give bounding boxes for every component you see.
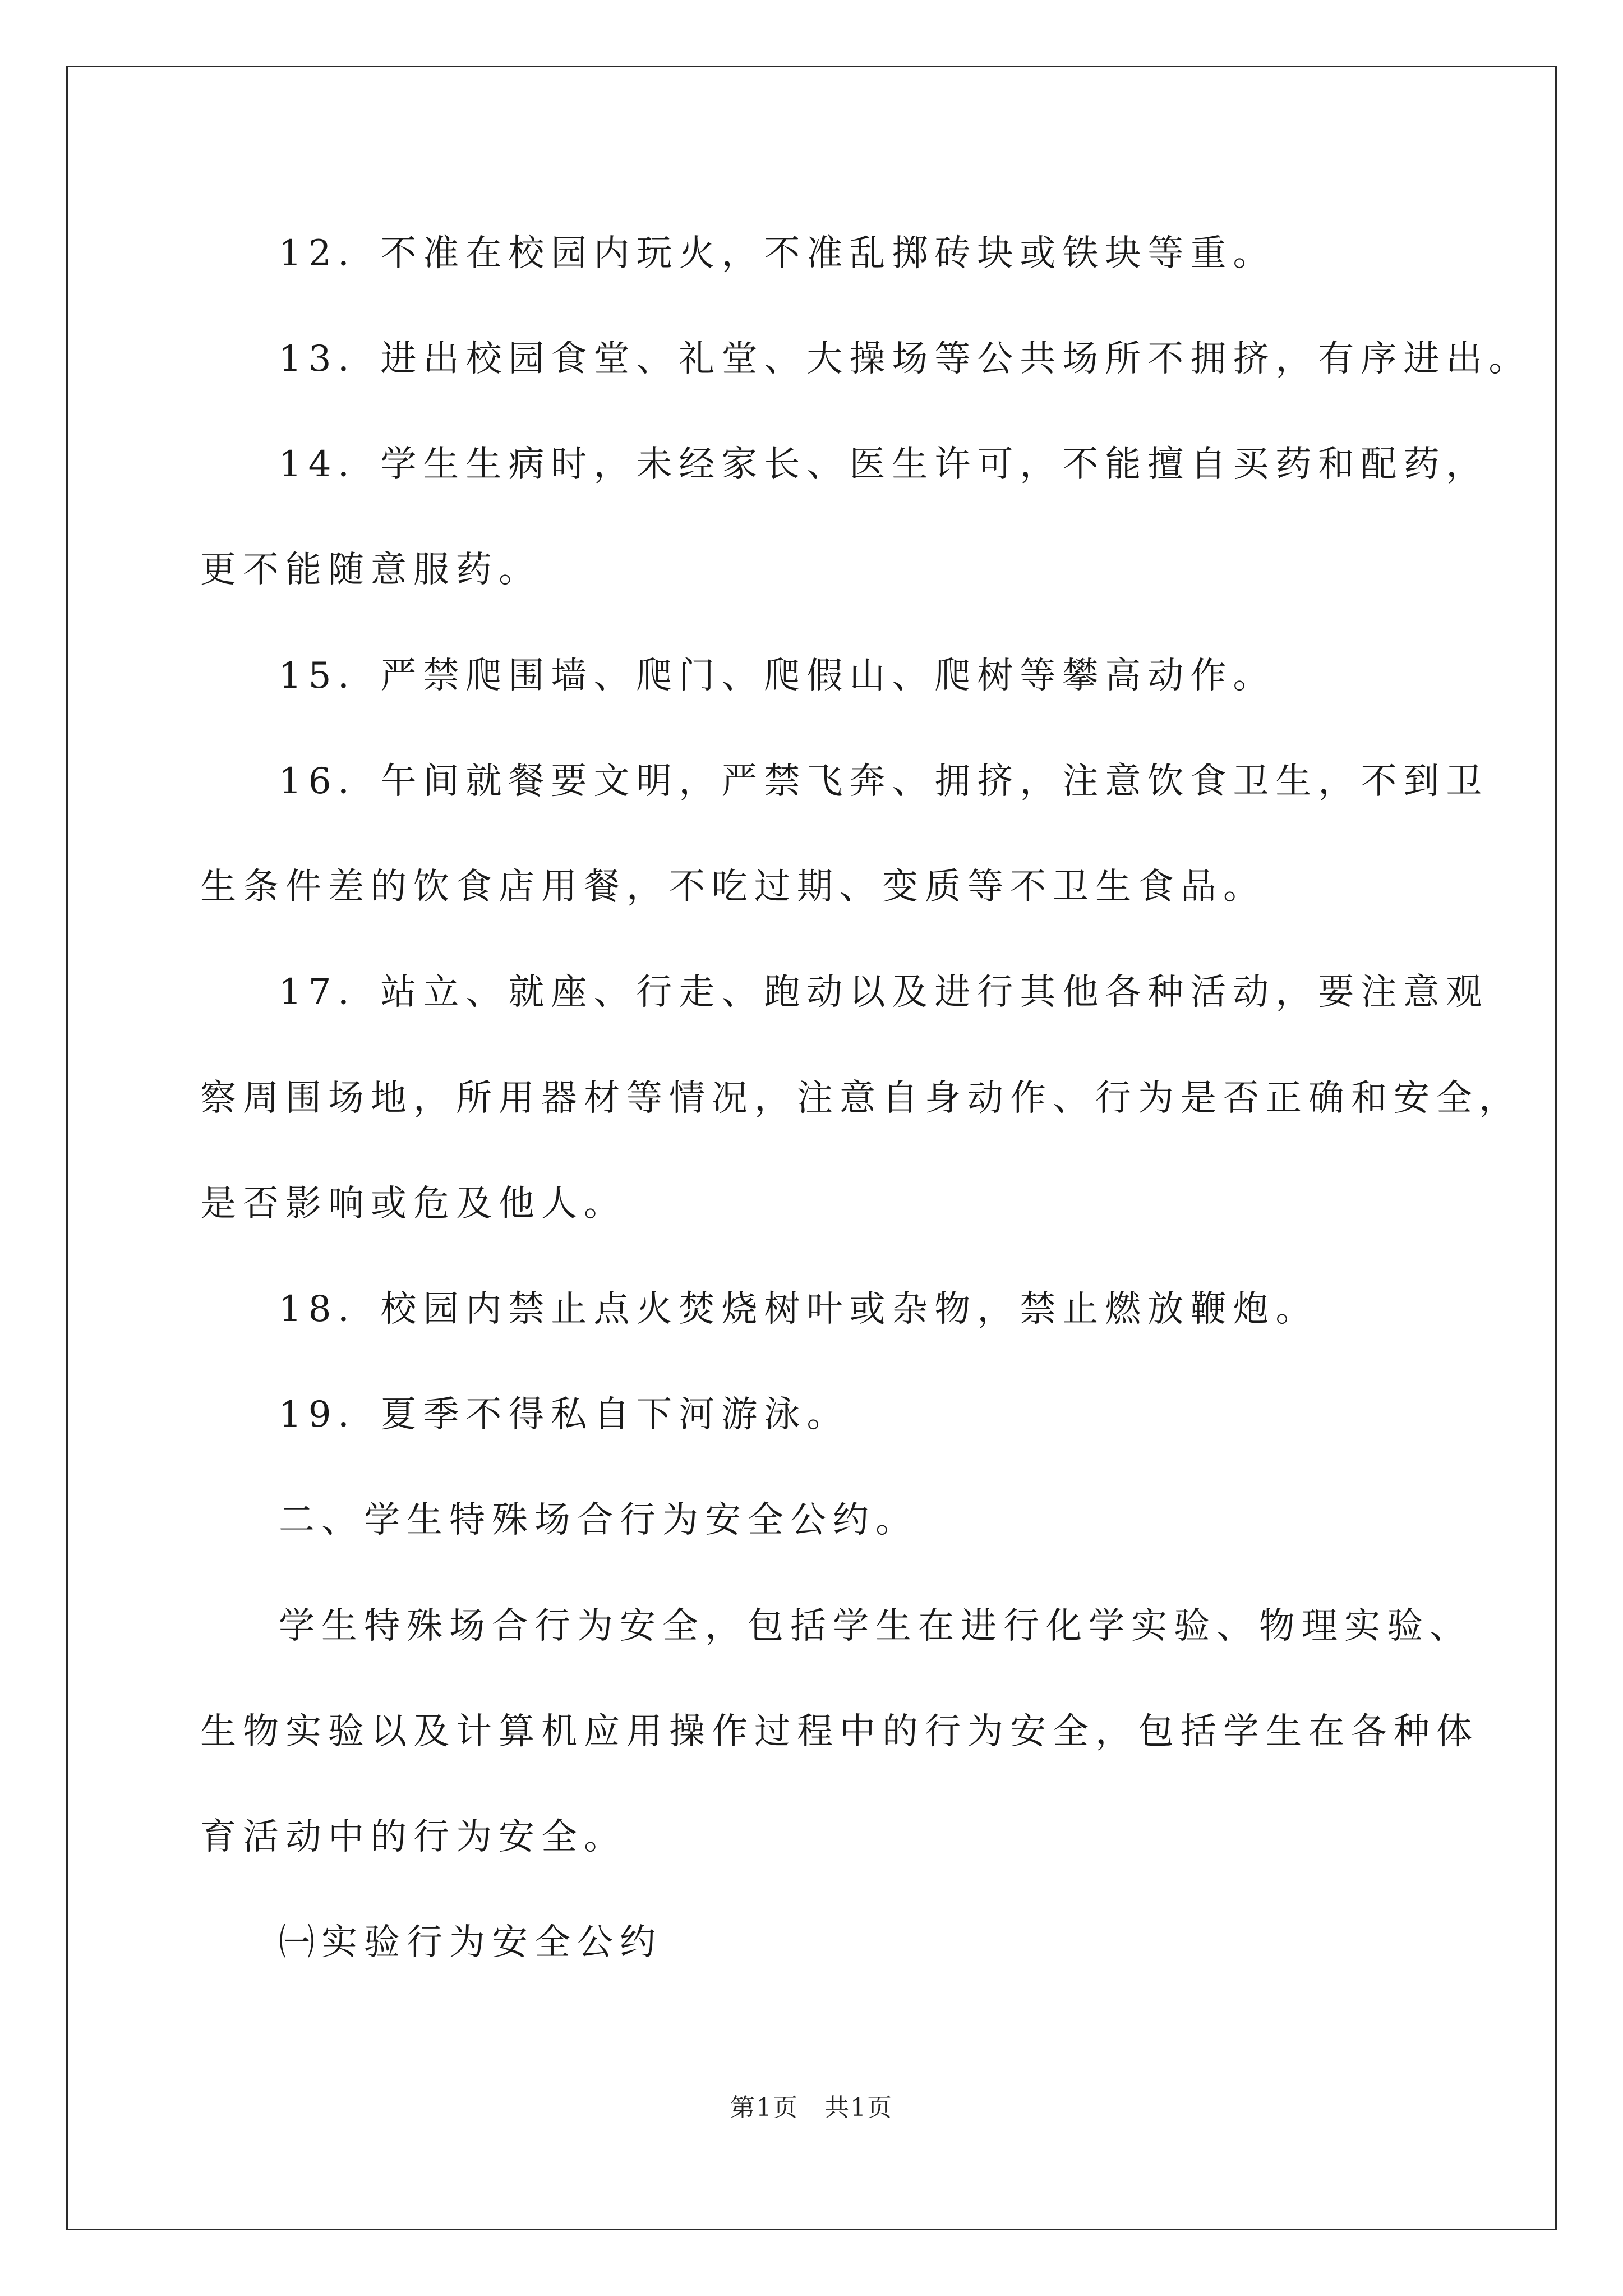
paragraph-line: 17．站立、就座、行走、跑动以及进行其他各种活动，要注意观 <box>279 972 1489 1013</box>
page-number-footer: 第1页 共1页 <box>730 2093 893 2122</box>
paragraph-line: 14．学生生病时，未经家长、医生许可，不能擅自买药和配药， <box>279 444 1489 485</box>
paragraph-line: 育活动中的行为安全。 <box>200 1816 626 1858</box>
paragraph-line: 18．校园内禁止点火焚烧树叶或杂物，禁止燃放鞭炮。 <box>279 1289 1318 1330</box>
paragraph-line: 是否影响或危及他人。 <box>200 1183 626 1225</box>
paragraph-line: 15．严禁爬围墙、爬门、爬假山、爬树等攀高动作。 <box>279 655 1276 697</box>
paragraph-line: 察周围场地，所用器材等情况，注意自身动作、行为是否正确和安全， <box>200 1078 1521 1119</box>
section-heading: 二、学生特殊场合行为安全公约。 <box>279 1499 918 1541</box>
paragraph-line: 学生特殊场合行为安全，包括学生在进行化学实验、物理实验、 <box>279 1605 1472 1647</box>
paragraph-line: 13．进出校园食堂、礼堂、大操场等公共场所不拥挤，有序进出。 <box>279 338 1532 380</box>
paragraph-line: 更不能随意服药。 <box>200 549 541 591</box>
paragraph-line: 生条件差的饮食店用餐，不吃过期、变质等不卫生食品。 <box>200 866 1266 908</box>
paragraph-line: 19．夏季不得私自下河游泳。 <box>279 1394 850 1435</box>
paragraph-line: 生物实验以及计算机应用操作过程中的行为安全，包括学生在各种体 <box>200 1711 1479 1752</box>
subsection-heading: ㈠实验行为安全公约 <box>279 1922 662 1963</box>
page-border <box>66 66 1557 2230</box>
paragraph-line: 16．午间就餐要文明，严禁飞奔、拥挤，注意饮食卫生，不到卫 <box>279 761 1489 802</box>
paragraph-line: 12．不准在校园内玩火，不准乱掷砖块或铁块等重。 <box>279 233 1276 274</box>
